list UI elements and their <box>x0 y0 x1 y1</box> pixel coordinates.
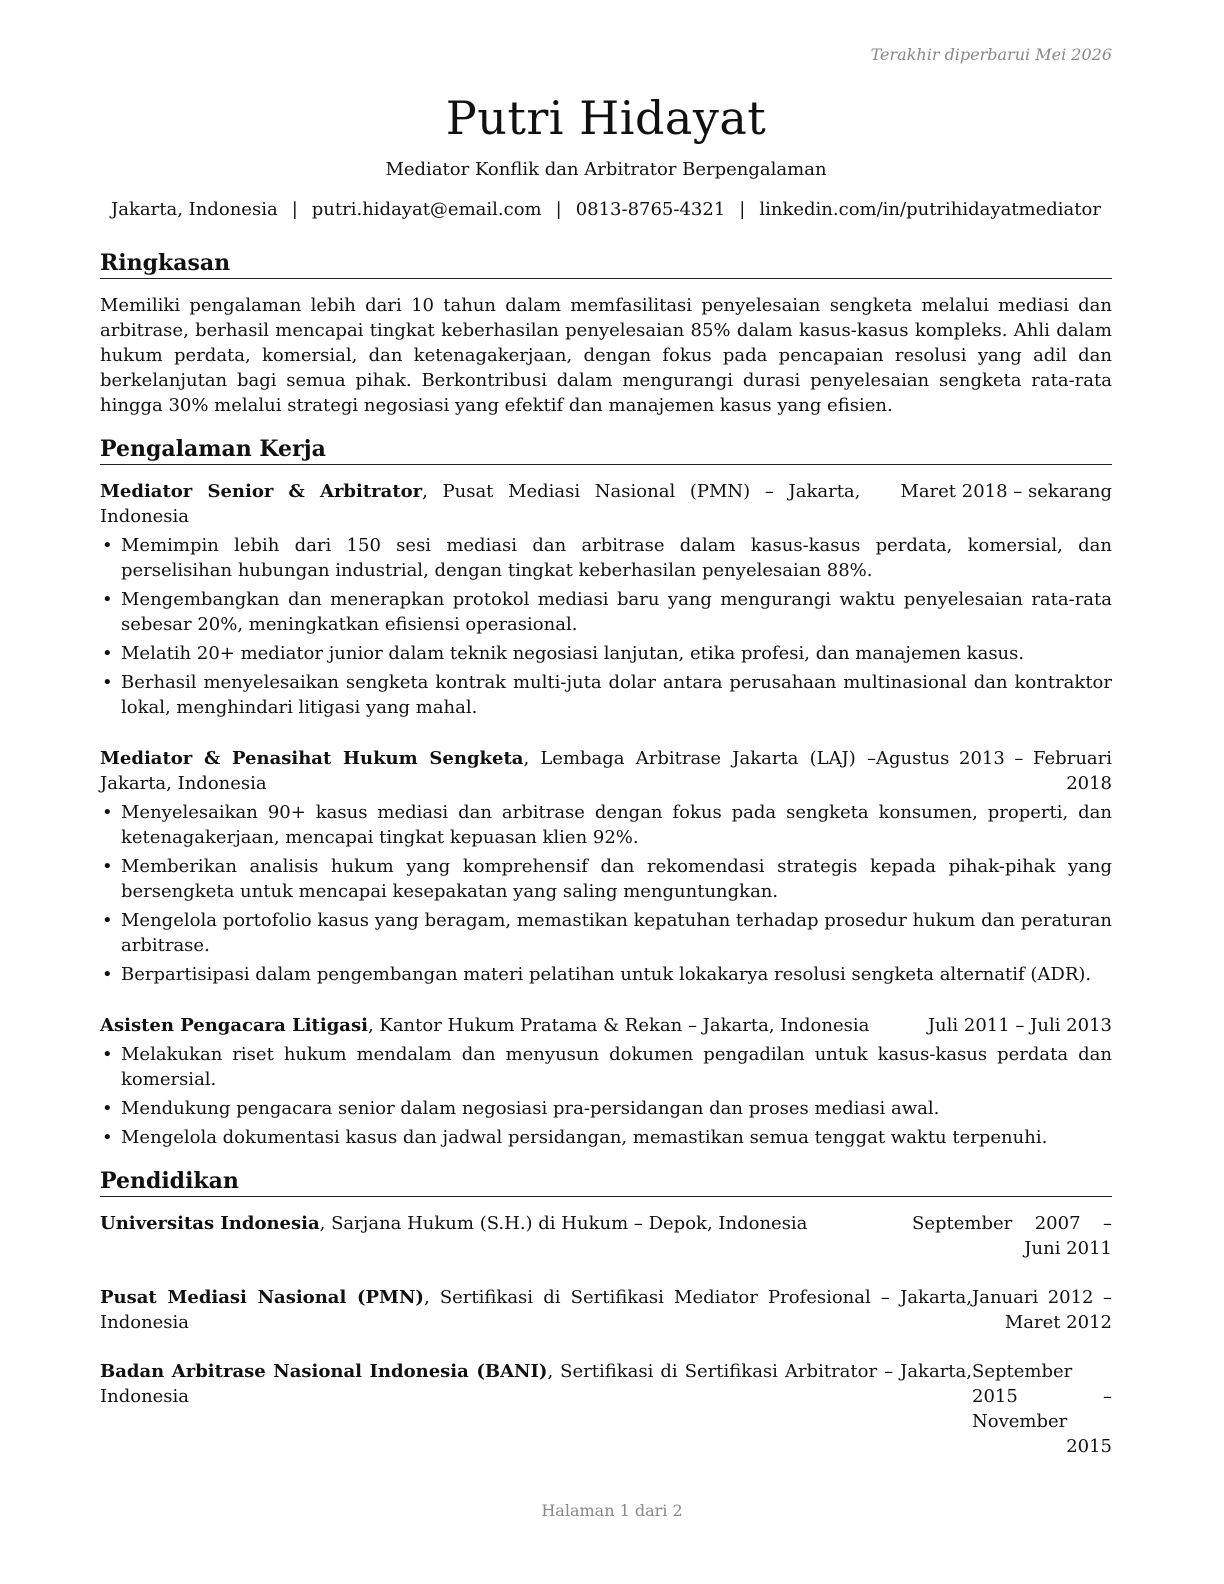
contact-linkedin[interactable]: linkedin.com/in/putrihidayatmediator <box>759 199 1101 220</box>
education-section <box>100 1166 1112 1459</box>
education-institution: Universitas Indonesia <box>100 1213 320 1234</box>
education-dates: Januari 2012 – Maret 2012 <box>972 1287 1112 1333</box>
candidate-tagline: Mediator Konflik dan Arbitrator Berpengalaman <box>385 159 827 180</box>
last-updated-note: Terakhir diperbarui Mei 2026 <box>870 45 1112 64</box>
job-title: Mediator Senior & Arbitrator <box>100 481 423 502</box>
contact-separator: | <box>555 199 562 220</box>
job-entry <box>100 1013 1112 1150</box>
education-entry <box>100 1359 1112 1459</box>
contact-separator: | <box>739 199 746 220</box>
list-item: • Mengelola dokumentasi kasus dan jadwal persidangan, memastikan semua tenggat waktu terpenuhi. <box>100 1125 1112 1150</box>
education-institution: Badan Arbitrase Nasional Indonesia (BANI) <box>100 1361 548 1382</box>
experience-section <box>100 434 1112 1150</box>
job-header <box>100 479 1112 529</box>
education-dates: September 2007 – Juni 2011 <box>912 1213 1112 1259</box>
summary-section <box>100 248 1112 418</box>
contact-phone: 0813-8765-4321 <box>575 199 726 220</box>
job-title: Mediator & Penasihat Hukum Sengketa <box>100 748 524 769</box>
list-item: • Menyelesaikan 90+ kasus mediasi dan arbitrase dengan fokus pada sengketa konsumen, properti, dan ketenagakerjaan, mencapai tingkat kepuasan klien 92%. <box>100 800 1112 850</box>
job-bullets <box>100 533 1112 720</box>
contact-email[interactable]: putri.hidayat@email.com <box>311 199 542 220</box>
page-number-footer: Halaman 1 dari 2 <box>541 1501 683 1520</box>
job-bullets <box>100 1042 1112 1150</box>
list-item: • Memimpin lebih dari 150 sesi mediasi dan arbitrase dalam kasus-kasus perdata, komersial, dan perselisihan hubungan industrial, dengan tingkat keberhasilan penyelesaian 88%. <box>100 533 1112 583</box>
education-detail: , Sertifikasi di Sertifikasi Arbitrator – Jakarta, Indonesia <box>100 1361 972 1407</box>
candidate-name: Putri Hidayat <box>445 91 767 145</box>
summary-text: Memiliki pengalaman lebih dari 10 tahun dalam memfasilitasi penyelesaian sengketa melalui mediasi dan arbitrase, berhasil mencapai tingkat keberhasilan penyelesaian 85% dalam kasus-kasus kompleks. Ahli dalam hukum perdata, komersial, dan ketenagakerjaan, dengan fokus pada pencapaian resolusi yang adil dan berkelanjutan bagi semua pihak. Berkontribusi dalam mengurangi durasi penyelesaian sengketa rata-rata hingga 30% melalui strategi negosiasi yang efektif dan manajemen kasus yang efisien. <box>100 295 1112 416</box>
section-heading-education: Pendidikan <box>100 1166 1112 1197</box>
contact-location: Jakarta, Indonesia <box>111 199 278 220</box>
job-dates: Agustus 2013 – Februari 2018 <box>876 748 1112 794</box>
job-organization: , Pusat Mediasi Nasional (PMN) – Jakarta, Indonesia <box>100 481 861 527</box>
education-entry <box>100 1211 1112 1261</box>
section-heading-experience: Pengalaman Kerja <box>100 434 1112 465</box>
education-institution: Pusat Mediasi Nasional (PMN) <box>100 1287 424 1308</box>
education-detail: , Sarjana Hukum (S.H.) di Hukum – Depok, Indonesia <box>319 1213 808 1234</box>
job-organization: , Lembaga Arbitrase Jakarta (LAJ) – Jakarta, Indonesia <box>100 748 876 794</box>
job-entry <box>100 746 1112 987</box>
job-dates: Juli 2011 – Juli 2013 <box>927 1015 1112 1036</box>
job-title: Asisten Pengacara Litigasi <box>100 1015 368 1036</box>
list-item: • Melatih 20+ mediator junior dalam teknik negosiasi lanjutan, etika profesi, dan manajemen kasus. <box>100 641 1112 666</box>
contact-separator: | <box>291 199 298 220</box>
job-header <box>100 1013 1112 1038</box>
list-item: • Memberikan analisis hukum yang komprehensif dan rekomendasi strategis kepada pihak-pihak yang bersengketa untuk mencapai kesepakatan yang saling menguntungkan. <box>100 854 1112 904</box>
job-organization: , Kantor Hukum Pratama & Rekan – Jakarta, Indonesia <box>367 1015 870 1036</box>
list-item: • Mengembangkan dan menerapkan protokol mediasi baru yang mengurangi waktu penyelesaian rata-rata sebesar 20%, meningkatkan efisiensi operasional. <box>100 587 1112 637</box>
job-header <box>100 746 1112 796</box>
education-entry <box>100 1285 1112 1335</box>
list-item: • Melakukan riset hukum mendalam dan menyusun dokumen pengadilan untuk kasus-kasus perdata dan komersial. <box>100 1042 1112 1092</box>
job-bullets <box>100 800 1112 987</box>
job-dates: Maret 2018 – sekarang <box>900 481 1112 502</box>
contact-line <box>100 196 1112 224</box>
list-item: • Berpartisipasi dalam pengembangan materi pelatihan untuk lokakarya resolusi sengketa alternatif (ADR). <box>100 962 1112 987</box>
list-item: • Berhasil menyelesaikan sengketa kontrak multi-juta dolar antara perusahaan multinasional dan kontraktor lokal, menghindari litigasi yang mahal. <box>100 670 1112 720</box>
list-item: • Mendukung pengacara senior dalam negosiasi pra-persidangan dan proses mediasi awal. <box>100 1096 1112 1121</box>
education-dates: September 2015 – November 2015 <box>972 1361 1112 1457</box>
section-heading-summary: Ringkasan <box>100 248 1112 279</box>
education-detail: , Sertifikasi di Sertifikasi Mediator Profesional – Jakarta, Indonesia <box>100 1287 972 1333</box>
list-item: • Mengelola portofolio kasus yang beragam, memastikan kepatuhan terhadap prosedur hukum dan peraturan arbitrase. <box>100 908 1112 958</box>
job-entry <box>100 479 1112 720</box>
